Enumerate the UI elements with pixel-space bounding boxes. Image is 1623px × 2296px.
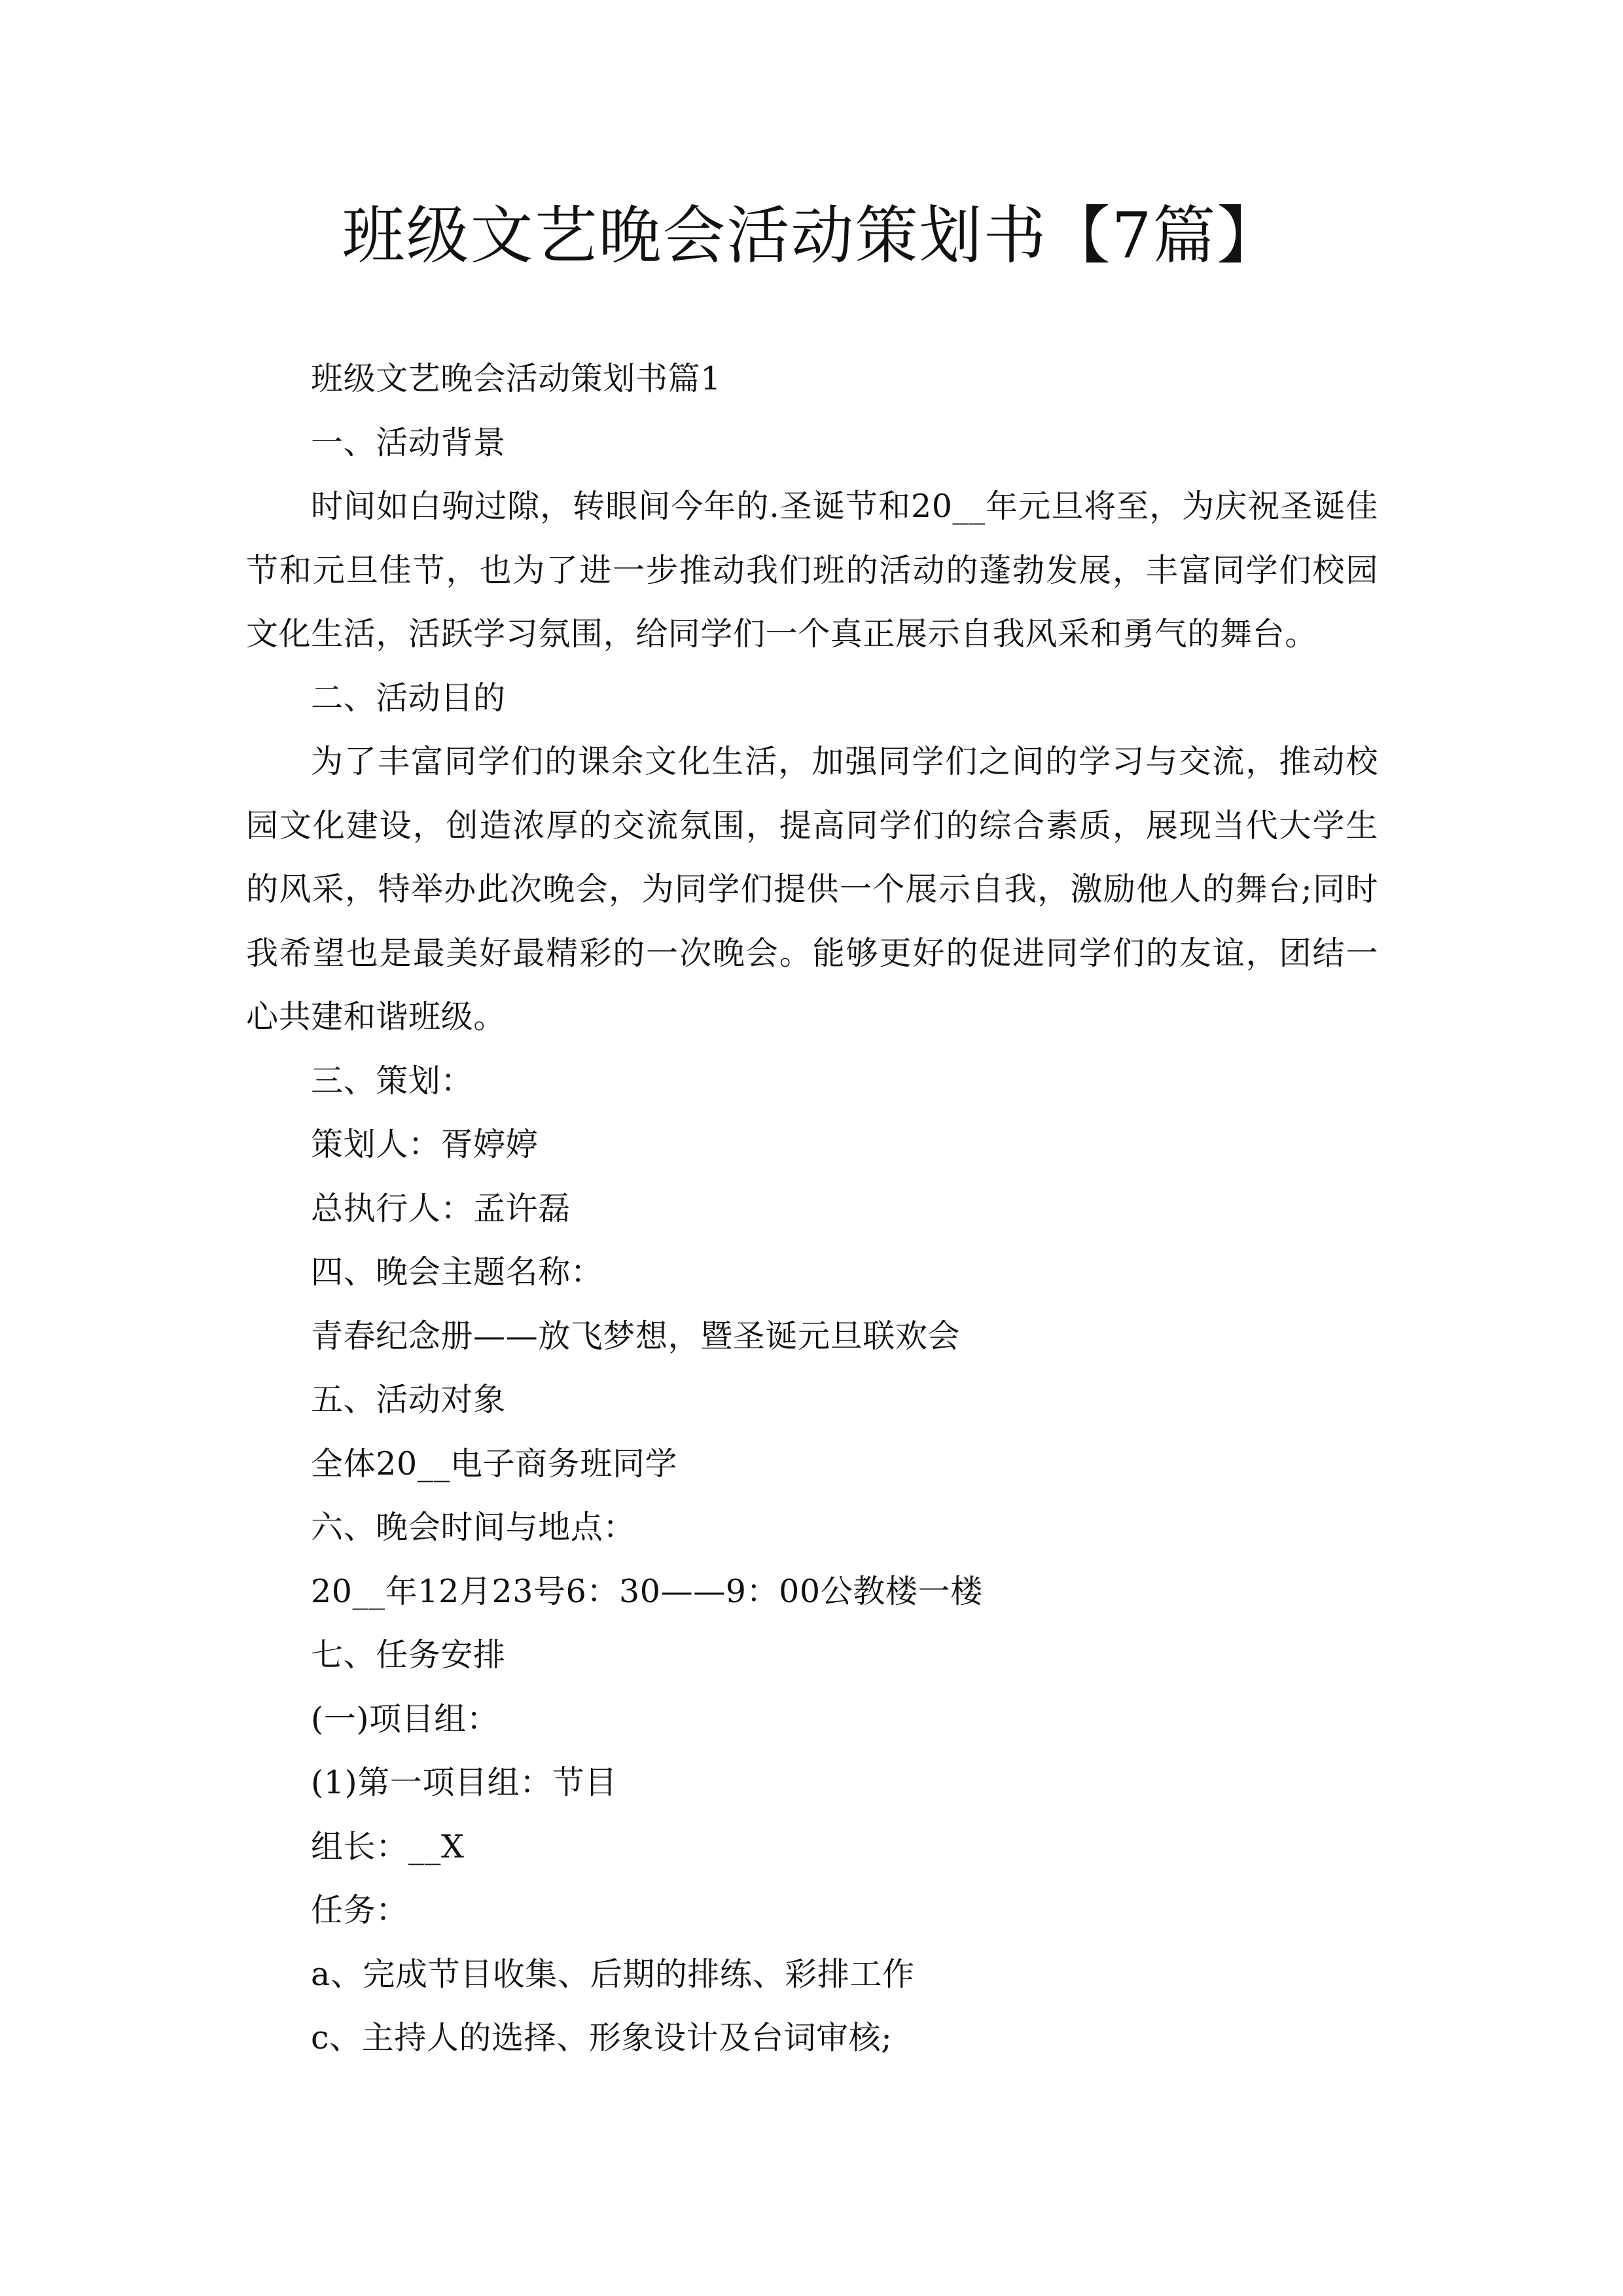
section-heading-tasks: 七、任务安排: [311, 1636, 506, 1674]
theme-line: 青春纪念册——放飞梦想，暨圣诞元旦联欢会: [311, 1317, 961, 1355]
project-group-line: (一)项目组：: [311, 1700, 499, 1738]
first-group-line: (1)第一项目组：节目: [311, 1764, 618, 1801]
section-heading-audience: 五、活动对象: [311, 1381, 506, 1418]
document-body: [246, 347, 1378, 2070]
task-item-a: a、完成节目收集、后期的排练、彩排工作: [311, 1955, 915, 1993]
group-leader-line: 组长：__X: [311, 1827, 465, 1865]
planner-line: 策划人：胥婷婷: [311, 1126, 539, 1163]
time-place-line: 20__年12月23号6：30——9：00公教楼一楼: [311, 1572, 983, 1610]
task-label-line: 任务：: [311, 1892, 408, 1929]
audience-line: 全体20__电子商务班同学: [311, 1444, 678, 1482]
executor-line: 总执行人：孟许磊: [311, 1189, 571, 1227]
task-item-c: c、主持人的选择、形象设计及台词审核;: [311, 2019, 893, 2056]
paragraph-background: 时间如白驹过隙，转眼间今年的.圣诞节和20__年元旦将至，为庆祝圣诞佳节和元旦佳节，也为了进一步推动我们班的活动的蓬勃发展，丰富同学们校园文化生活，活跃学习氛围，给同学们一个真正展示自我风采和勇气的舞台。: [246, 488, 1378, 653]
section-heading-planning: 三、策划：: [311, 1062, 474, 1100]
section-heading-article-1: 班级文艺晚会活动策划书篇1: [311, 360, 721, 397]
document-title: 班级文艺晚会活动策划书【7篇】: [342, 199, 1281, 272]
paragraph-purpose: 为了丰富同学们的课余文化生活，加强同学们之间的学习与交流，推动校园文化建设，创造浓厚的交流氛围，提高同学们的综合素质，展现当代大学生的风采，特举办此次晚会，为同学们提供一个展示自我，激励他人的舞台;同时我希望也是最美好最精彩的一次晚会。能够更好的促进同学们的友谊，团结一心共建和谐班级。: [246, 743, 1378, 1035]
section-heading-purpose: 二、活动目的: [311, 679, 506, 717]
section-heading-time-place: 六、晚会时间与地点：: [311, 1509, 636, 1546]
section-heading-background: 一、活动背景: [311, 423, 506, 461]
section-heading-theme: 四、晚会主题名称：: [311, 1253, 603, 1291]
